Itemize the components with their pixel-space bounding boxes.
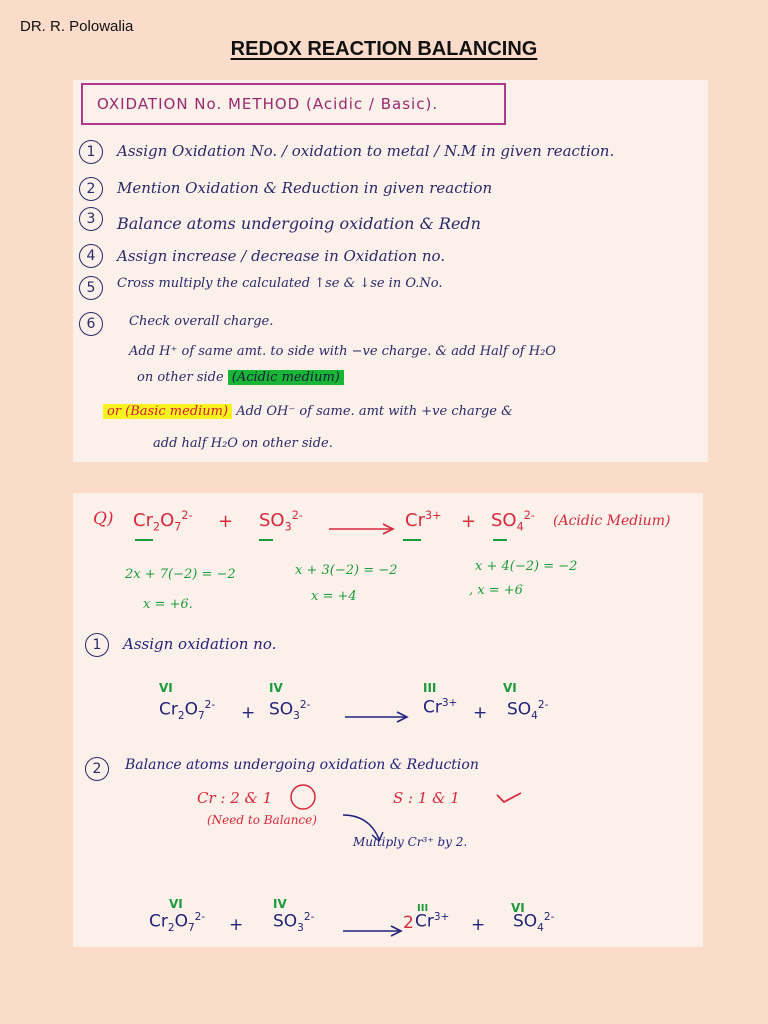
step-number: 4	[79, 244, 103, 268]
example-step-number: 2	[85, 757, 109, 781]
s-ratio: S : 1 & 1	[393, 789, 460, 807]
roman-cr3: III	[423, 681, 437, 695]
plus-sign: +	[241, 703, 256, 723]
roman-cr: VI	[169, 897, 183, 911]
eq-sulfate: $SO_4^{2-}$	[507, 699, 549, 723]
ox-calc-s-sulfite: x + 3(−2) = −2	[295, 563, 398, 578]
step1-label: Assign oxidation no.	[123, 635, 277, 653]
basic-instruction	[103, 404, 513, 419]
check-mark	[495, 789, 525, 805]
step-number: 1	[79, 140, 103, 164]
plus-sign: +	[229, 915, 244, 935]
plus-sign: +	[473, 703, 488, 723]
basic-medium-tag: or (Basic medium)	[103, 404, 232, 419]
multiply-note: Multiply Cr³⁺ by 2.	[353, 835, 468, 849]
step2-label: Balance atoms undergoing oxidation & Reduction	[125, 757, 479, 773]
question-label: Q)	[93, 509, 114, 529]
plus-sign: +	[461, 511, 477, 532]
step-6-text: Check overall charge.	[129, 314, 274, 329]
roman-s-sulfate: VI	[503, 681, 517, 695]
step-number: 2	[79, 177, 103, 201]
roman-cr3: III	[417, 903, 429, 914]
final-dichromate: $Cr_2O_7^{2-}$	[149, 911, 206, 935]
page-title: REDOX REACTION BALANCING	[230, 38, 538, 60]
step-3-text: Balance atoms undergoing oxidation & Redn	[117, 214, 481, 233]
circled-one	[288, 783, 318, 811]
coefficient-two: 2	[403, 913, 414, 933]
author-name: DR. R. Polowalia	[20, 18, 134, 35]
medium-label: (Acidic Medium)	[553, 513, 671, 529]
ox-calc-s-sulfate: x + 4(−2) = −2	[475, 559, 578, 574]
reaction-arrow	[343, 711, 415, 723]
roman-s-sulfate: VI	[511, 901, 525, 915]
product-chromium: $Cr^{3+}$	[405, 509, 442, 531]
step-4-text: Assign increase / decrease in Oxidation no.	[117, 247, 446, 265]
final-sulfate: $SO_4^{2-}$	[513, 911, 555, 935]
acidic-instruction-2	[137, 370, 344, 385]
final-cr3: $Cr^{3+}$	[415, 911, 450, 932]
example-step-number: 1	[85, 633, 109, 657]
step-number: 3	[79, 207, 103, 231]
step-5-text: Cross multiply the calculated ↑se & ↓se in O.No.	[117, 276, 443, 291]
roman-s: IV	[269, 681, 283, 695]
ox-result-s-sulfate: , x = +6	[469, 583, 523, 598]
basic-instruction-2: add half H₂O on other side.	[153, 436, 333, 451]
reaction-arrow	[327, 523, 399, 535]
step-number: 5	[79, 276, 103, 300]
need-balance-note: (Need to Balance)	[207, 813, 317, 827]
basic-instruction-text: Add OH⁻ of same. amt with +ve charge &	[236, 404, 513, 419]
reactant-dichromate: $Cr_2O_7^{2-}$	[133, 509, 193, 534]
step-number: 6	[79, 312, 103, 336]
reactant-sulfite: $SO_3^{2-}$	[259, 509, 303, 534]
method-panel	[73, 80, 708, 462]
cr-ratio: Cr : 2 & 1	[197, 789, 273, 807]
roman-s: IV	[273, 897, 287, 911]
element-underlines	[131, 537, 551, 543]
acidic-other-side: on other side	[137, 370, 224, 385]
acidic-instruction: Add H⁺ of same amt. to side with −ve charge. & add Half of H₂O	[129, 344, 556, 359]
acidic-medium-tag: (Acidic medium)	[228, 370, 344, 385]
method-title: OXIDATION No. METHOD (Acidic / Basic).	[81, 83, 506, 125]
final-sulfite: $SO_3^{2-}$	[273, 911, 315, 935]
ox-calc-cr: 2x + 7(−2) = −2	[125, 567, 236, 582]
product-sulfate: $SO_4^{2-}$	[491, 509, 535, 534]
step-1-text: Assign Oxidation No. / oxidation to metal / N.M in given reaction.	[117, 142, 615, 160]
eq-dichromate: $Cr_2O_7^{2-}$	[159, 699, 216, 723]
ox-result-cr: x = +6.	[143, 597, 193, 612]
eq-sulfite: $SO_3^{2-}$	[269, 699, 311, 723]
plus-sign: +	[471, 915, 486, 935]
plus-sign: +	[218, 511, 234, 532]
ox-result-s-sulfite: x = +4	[311, 589, 357, 604]
roman-cr: VI	[159, 681, 173, 695]
eq-cr3: $Cr^{3+}$	[423, 697, 458, 718]
step-2-text: Mention Oxidation & Reduction in given reaction	[117, 179, 493, 197]
example-panel	[73, 493, 703, 947]
